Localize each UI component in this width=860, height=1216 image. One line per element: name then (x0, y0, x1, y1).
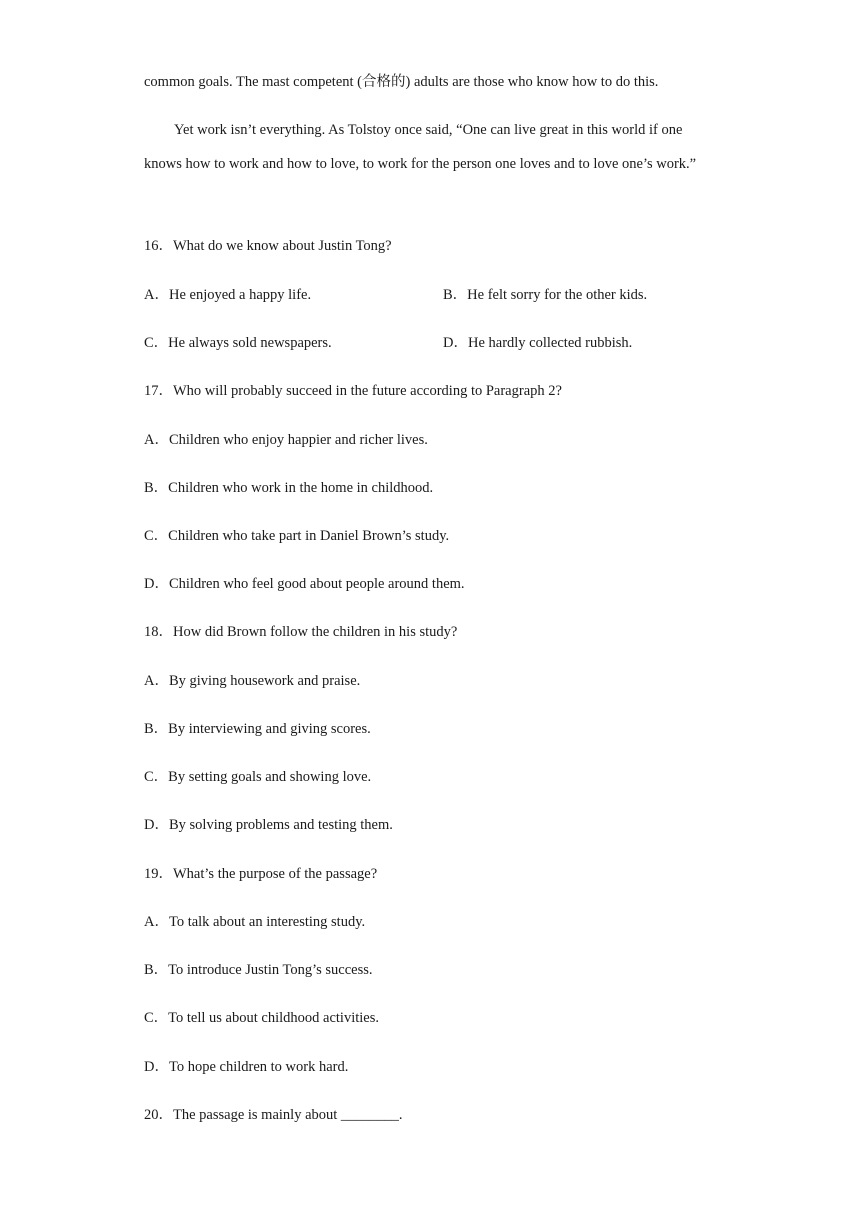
question-19-option-d[interactable]: D．To hope children to work hard. (144, 1059, 349, 1075)
question-17-option-b[interactable]: B．Children who work in the home in childhood. (144, 480, 434, 496)
question-17-option-d[interactable]: D．Children who feel good about people around them. (144, 576, 465, 592)
question-18-stem: 18．How did Brown follow the children in his study? (144, 624, 458, 640)
question-18-option-b[interactable]: B．By interviewing and giving scores. (144, 721, 371, 737)
passage-paragraph-tolstoy: Yet work isn’t everything. As Tolstoy once said, “One can live great in this world if one knows how to work and how to love, to work for the person one loves and to love one’s work.” (144, 122, 697, 172)
question-16-option-c[interactable]: C．He always sold newspapers. (144, 335, 332, 351)
question-16-option-d[interactable]: D．He hardly collected rubbish. (443, 335, 633, 351)
question-18-option-d[interactable]: D．By solving problems and testing them. (144, 817, 393, 833)
question-18-option-c[interactable]: C．By setting goals and showing love. (144, 769, 372, 785)
question-16-option-b[interactable]: B．He felt sorry for the other kids. (443, 287, 648, 303)
question-17-stem: 17．Who will probably succeed in the future according to Paragraph 2? (144, 383, 562, 399)
question-16-stem: 16．What do we know about Justin Tong? (144, 238, 392, 254)
question-19-option-b[interactable]: B．To introduce Justin Tong’s success. (144, 962, 373, 978)
question-16-option-a[interactable]: A．He enjoyed a happy life. (144, 287, 312, 303)
question-19-stem: 19．What’s the purpose of the passage? (144, 866, 378, 882)
question-17-option-c[interactable]: C．Children who take part in Daniel Brown’s study. (144, 528, 450, 544)
passage-paragraph-tail: common goals. The mast competent (合格的) adults are those who know how to do this. (144, 74, 659, 90)
question-17-option-a[interactable]: A．Children who enjoy happier and richer lives. (144, 432, 428, 448)
question-19-option-a[interactable]: A．To talk about an interesting study. (144, 914, 366, 930)
question-20-stem: 20．The passage is mainly about ________. (144, 1107, 403, 1123)
question-18-option-a[interactable]: A．By giving housework and praise. (144, 673, 361, 689)
question-19-option-c[interactable]: C．To tell us about childhood activities. (144, 1010, 379, 1026)
